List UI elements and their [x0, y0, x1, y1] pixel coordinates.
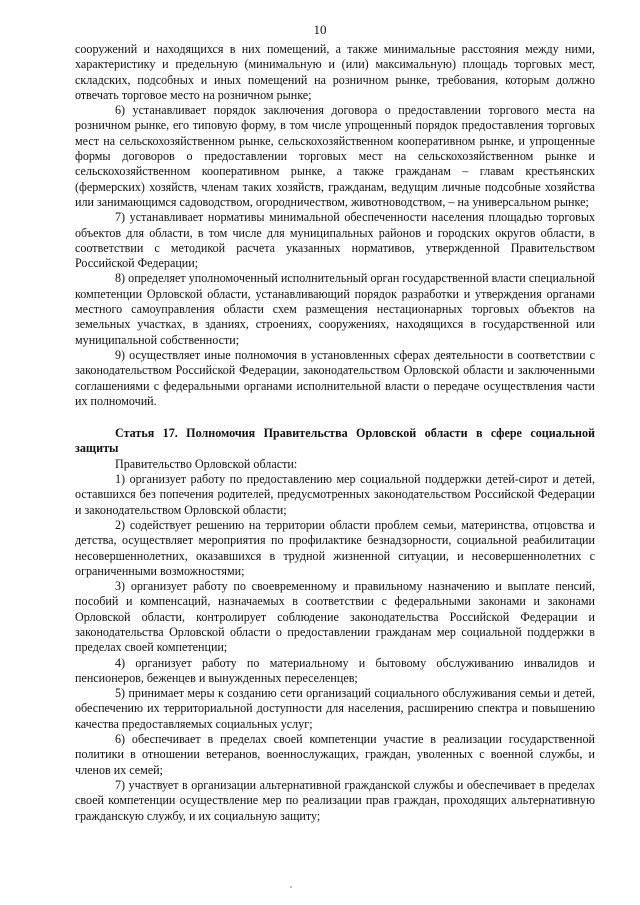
list-item-7: 7) устанавливает нормативы минимальной обеспеченности населения площадью торговых объектов для области, в том числе для муниципальных районов и городских округов области, в соответствии с методикой расчета указанных нормативов, утвержденной Правительством Российской Федерации;: [75, 210, 595, 271]
article-item-3: 3) организует работу по своевременному и правильному назначению и выплате пенсий, пособий и компенсаций, назначаемых в соответствии с федеральными законами и законами Орловской области, контролирует соблюдение законодательства Российской Федерации и законодательства Орловской области о предоставлении гражданам мер социальной поддержки в пределах своей компетенции;: [75, 579, 595, 655]
document-body: [75, 42, 595, 824]
scan-artifact: [290, 886, 292, 888]
article-item-4: 4) организует работу по материальному и бытовому обслуживанию инвалидов и пенсионеров, беженцев и вынужденных переселенцев;: [75, 655, 595, 685]
article-item-7: 7) участвует в организации альтернативной гражданской службы и обеспечивает в пределах своей компетенции осуществление мер по реализации прав граждан, проходящих альтернативную гражданскую службу, и их социальную защиту;: [75, 777, 595, 823]
list-item-6: 6) устанавливает порядок заключения договора о предоставлении торгового места на розничном рынке, его типовую форму, в том числе упрощенный порядок предоставления торговых мест на сельскохозяйственном рынке, сельскохозяйственном кооперативном рынке, и упрощенные формы договоров о предоставлении торговых мест на сельскохозяйственном рынке и сельскохозяйственном кооперативном рынке, а также гражданам – главам крестьянских (фермерских) хозяйств, членам таких хозяйств, гражданам, ведущим личные подсобные хозяйства или занимающимся садоводством, огородничеством, животноводством, – на универсальном рынке;: [75, 103, 595, 209]
article-item-2: 2) содействует решению на территории области проблем семьи, материнства, отцовства и детства, осуществляет мероприятия по профилактике безнадзорности, социальной реабилитации несовершеннолетних, оказавшихся в трудной жизненной ситуации, и несовершеннолетних с ограниченными возможностями;: [75, 517, 595, 578]
article-intro: Правительство Орловской области:: [115, 456, 298, 471]
list-item-8: 8) определяет уполномоченный исполнительный орган государственной власти специальной компетенции Орловской области, устанавливающий порядок разработки и утверждения органами местного самоуправления области схем размещения нестационарных торговых объектов на земельных участках, в зданиях, строениях, сооружениях, находящихся в государственной или муниципальной собственности;: [75, 271, 595, 347]
paragraph-continuation: сооружений и находящихся в них помещений, а также минимальные расстояния между ними, характеристику и предельную (минимальную и (или) максимальную) площадь торговых мест, складских, подсобных и иных помещений на розничном рынке, требования, которым должно отвечать торговое место на розничном рынке;: [75, 42, 595, 102]
article-item-5: 5) принимает меры к созданию сети организаций социального обслуживания семьи и детей, обеспечению их территориальной доступности для населения, расширению спектра и повышению качества предоставляемых социальных услуг;: [75, 686, 595, 731]
page-number: 10: [313, 22, 327, 37]
article-item-6: 6) обеспечивает в пределах своей компетенции участие в реализации государственной политики в отношении ветеранов, военнослужащих, граждан, уволенных с военной службы, и членов их семей;: [75, 732, 595, 777]
article-item-1: 1) организует работу по предоставлению мер социальной поддержки детей-сирот и детей, оставшихся без попечения родителей, предусмотренных законодательством Российской Федерации и законодательством Орловской области;: [75, 472, 595, 517]
list-item-9: 9) осуществляет иные полномочия в установленных сферах деятельности в соответствии с законодательством Российской Федерации, законодательством Орловской области и заключенными соглашениями с федеральными органами исполнительной власти о передаче осуществления части их полномочий.: [75, 347, 595, 408]
article-heading: Статья 17. Полномочия Правительства Орловской области в сфере социальной защиты: [75, 426, 595, 456]
